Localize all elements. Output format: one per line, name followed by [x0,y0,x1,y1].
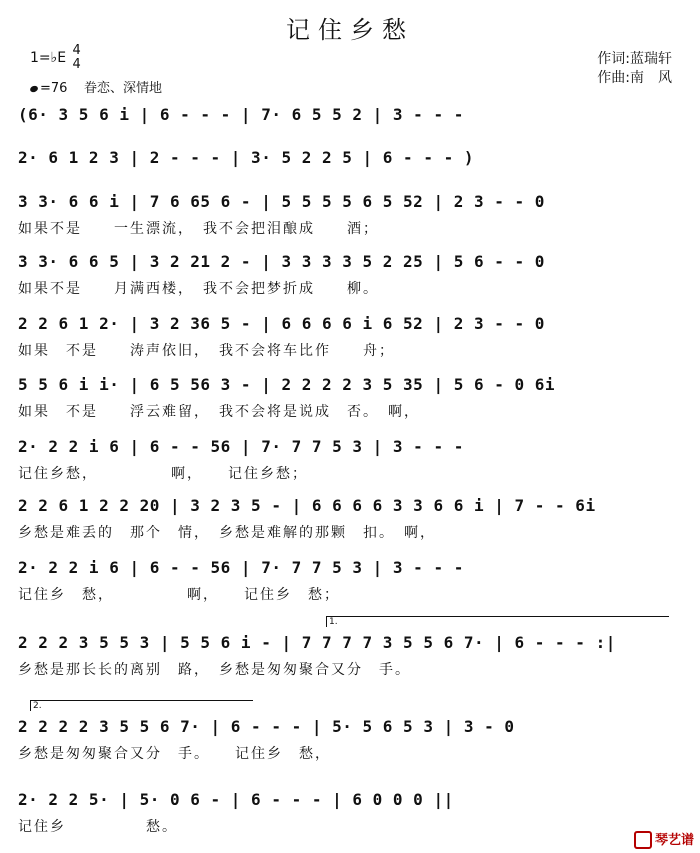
lyric-line: 如果 不是 涛声依旧， 我不会将车比作 舟； [18,343,395,359]
notation-line: 2· 6 1 2 3 | 2 - - - | 3· 5 2 2 5 | 6 - - - ) [18,148,474,167]
lyric-line: 乡愁是匆匆聚合又分 手。 记住乡 愁， [18,746,331,762]
lyric-line: 记住乡 愁。 [18,819,178,835]
notation-line: 3 3· 6 6 5 | 3 2 21 2 - | 3 3 3 3 5 2 25 | 5 6 - - 0 [18,252,545,271]
key-label: 1=♭E [30,50,67,66]
credits [597,50,672,88]
song-title: 记住乡愁 [286,16,414,44]
notation-line: 2 2 6 1 2· | 3 2 36 5 - | 6 6 6 6 i 6 52 | 2 3 - - 0 [18,314,545,333]
logo-icon [634,831,652,849]
first-ending: 1. [326,616,669,627]
composer: 作曲:南 风 [597,70,672,86]
quarter-note-icon [29,85,39,93]
notation-line: 2 2 2 3 5 5 3 | 5 5 6 i - | 7 7 7 7 3 5 5 6 7· | 6 - - - :| [18,633,616,652]
lyric-line: 如果 不是 浮云难留， 我不会将是说成 否。 啊， [18,404,420,420]
lyric-line: 如果不是 一生漂流， 我不会把泪酿成 酒； [18,221,379,237]
logo-text: 琴艺谱 [654,832,694,848]
notation-line: (6· 3 5 6 i | 6 - - - | 7· 6 5 5 2 | 3 - - - [18,105,464,124]
notation-line: 2· 2 2 5· | 5· 0 6 - | 6 - - - | 6 0 0 0 || [18,790,454,809]
notation-line: 2 2 2 2 3 5 5 6 7· | 6 - - - | 5· 5 6 5 3 | 3 - 0 [18,717,515,736]
lyric-line: 乡愁是难丢的 那个 情， 乡愁是难解的那颗 扣。 啊， [18,525,436,541]
lyric-line: 如果不是 月满西楼， 我不会把梦折成 柳。 [18,281,379,297]
lyric-line: 记住乡愁， 啊， 记住乡愁； [18,466,308,482]
time-top: 4 [72,43,81,58]
tempo-value: =76 [40,81,68,96]
lyricist: 作词:蓝瑞轩 [597,51,672,67]
second-ending: 2. [30,700,253,711]
site-logo [634,829,694,850]
lyric-line: 乡愁是那长长的离别 路， 乡愁是匆匆聚合又分 手。 [18,662,411,678]
notation-line: 2· 2 2 i 6 | 6 - - 56 | 7· 7 7 5 3 | 3 - - - [18,558,464,577]
time-signature [73,44,81,72]
time-bottom: 4 [72,57,81,72]
tempo-marking [30,77,162,96]
notation-line: 2· 2 2 i 6 | 6 - - 56 | 7· 7 7 5 3 | 3 - - - [18,437,464,456]
notation-line: 2 2 6 1 2 2 20 | 3 2 3 5 - | 6 6 6 6 3 3 6 6 i | 7 - - 6i [18,496,596,515]
expression-text: 眷恋、深情地 [83,81,162,96]
lyric-line: 记住乡 愁， 啊， 记住乡 愁； [18,587,340,603]
notation-line: 3 3· 6 6 i | 7 6 65 6 - | 5 5 5 5 6 5 52 | 2 3 - - 0 [18,192,545,211]
key-signature [30,44,81,72]
notation-line: 5 5 6 i i· | 6 5 56 3 - | 2 2 2 2 3 5 35 | 5 6 - 0 6i [18,375,556,394]
